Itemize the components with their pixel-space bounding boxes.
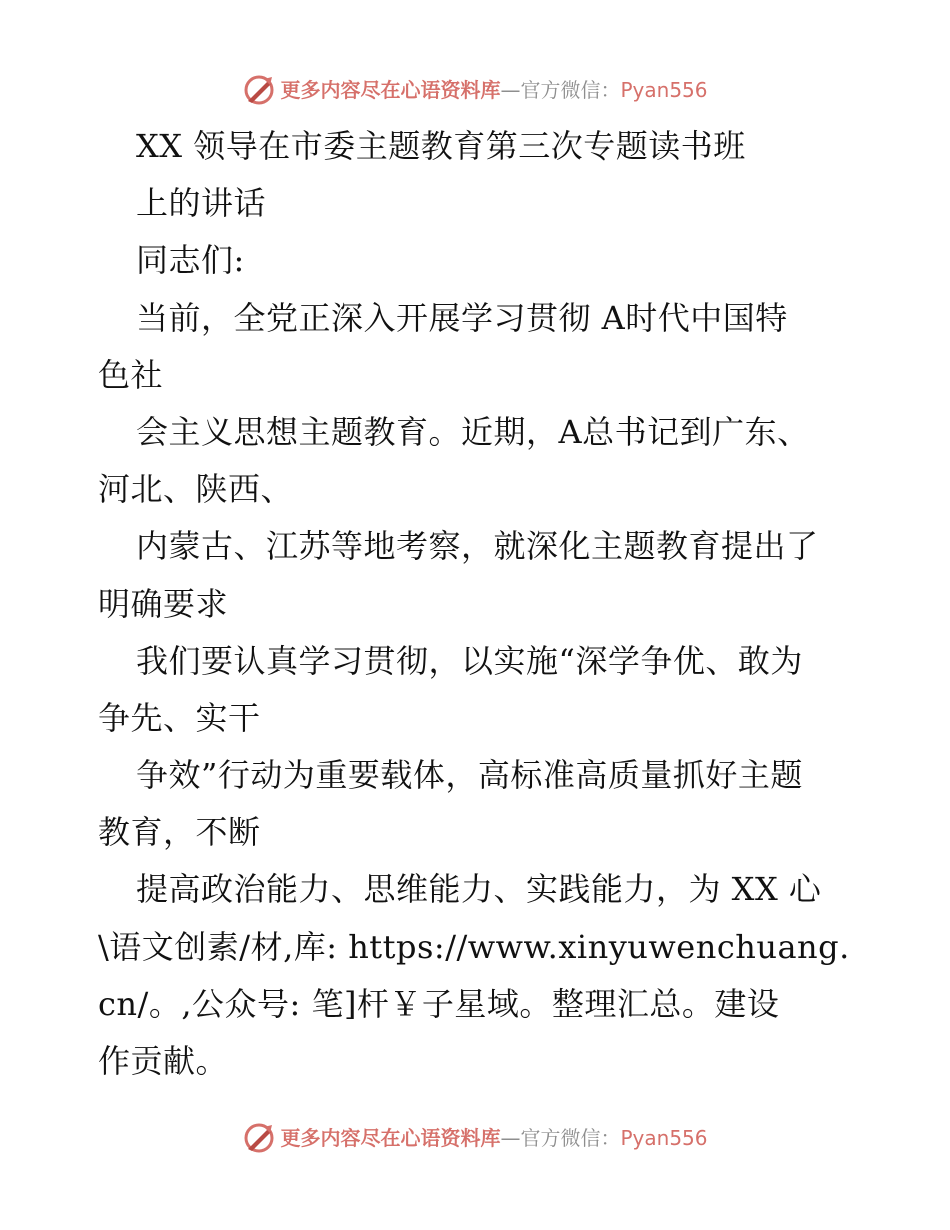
footer-banner <box>0 1118 950 1158</box>
banner-wechat-id: Pyan556 <box>620 1126 708 1150</box>
text-line: 河北、陕西、 <box>98 470 294 509</box>
banner-wechat-id: Pyan556 <box>620 78 708 102</box>
text-line: 当前，全党正深入开展学习贯彻 A时代中国特 <box>136 298 788 337</box>
text-line: 会主义思想主题教育。近期，A总书记到广东、 <box>136 412 810 451</box>
text-line: 我们要认真学习贯彻，以实施“深学争优、敢为 <box>136 641 803 680</box>
text-line: \语文创素/材,库: https://www.xinyuwenchuang. <box>98 927 850 966</box>
text-line: 提高政治能力、思维能力、实践能力，为 XX 心 <box>136 870 822 909</box>
banner-brand-text: 更多内容尽在心语资料库 <box>280 1126 501 1150</box>
header-banner <box>0 70 950 110</box>
text-line: cn/。,公众号: 笔]杆￥子星域。整理汇总。建设 <box>98 984 780 1023</box>
text-line: 内蒙古、江苏等地考察，就深化主题教育提出了 <box>136 527 819 566</box>
text-line: 教育，不断 <box>98 813 261 852</box>
document-body <box>98 118 858 1090</box>
text-line: 作贡献。 <box>98 1042 229 1080</box>
text-line: XX 领导在市委主题教育第三次专题读书班 <box>136 127 746 165</box>
banner-wechat-label: —官方微信： <box>500 78 621 102</box>
banner-wechat-label: —官方微信： <box>500 1126 621 1150</box>
quill-pen-circle-icon <box>242 1121 276 1155</box>
text-line: 色社 <box>98 355 164 394</box>
text-line: 明确要求 <box>98 584 229 623</box>
text-line: 争效”行动为重要载体，高标准高质量抓好主题 <box>136 756 803 795</box>
banner-brand-text: 更多内容尽在心语资料库 <box>280 78 501 102</box>
text-line: 上的讲话 <box>136 184 267 223</box>
text-line: 争先、实干 <box>98 698 261 737</box>
quill-pen-circle-icon <box>242 73 276 107</box>
text-line: 同志们: <box>136 241 245 280</box>
